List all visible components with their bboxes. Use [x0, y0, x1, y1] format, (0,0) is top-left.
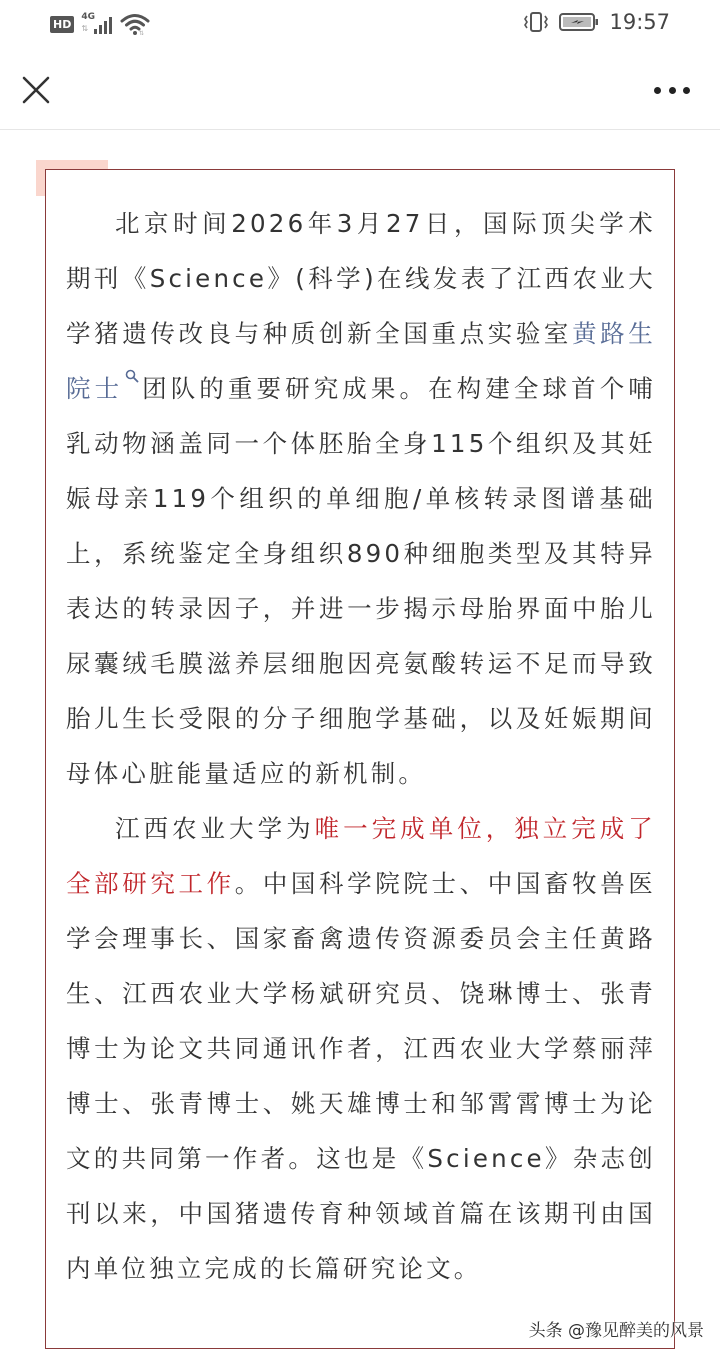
status-right [523, 10, 670, 34]
more-dot [669, 87, 676, 94]
status-left [50, 12, 150, 36]
watermark: 头条 @豫见醉美的风景 [528, 1321, 704, 1341]
highlighted-text: 唯一完成单位，独立完成了全部研究工作 [66, 814, 656, 898]
hd-icon: HD [50, 16, 74, 33]
text-segment: 北京时间2026年3月27日，国际顶尖学术期刊《Science》(科学)在线发表了江西农业大学猪遗传改良与种质创新全国重点实验室 [66, 209, 656, 348]
battery-charging-icon [559, 12, 599, 32]
more-dot [654, 87, 661, 94]
search-icon[interactable] [125, 369, 139, 383]
article-body [66, 196, 656, 1296]
vibrate-icon [523, 10, 549, 34]
network-type-label: 4G [81, 12, 95, 22]
status-bar [0, 0, 720, 50]
close-icon[interactable] [18, 72, 54, 108]
paragraph-1 [66, 196, 656, 801]
paragraph-2 [66, 801, 656, 1296]
clock: 19:57 [609, 10, 670, 34]
signal-4g-icon [80, 12, 114, 36]
text-segment: 江西农业大学为 [115, 814, 315, 843]
svg-text:⇅: ⇅ [139, 30, 145, 36]
nav-bar [0, 50, 720, 130]
more-options-button[interactable] [654, 82, 690, 98]
more-dot [683, 87, 690, 94]
person-link-huang-lusheng[interactable]: 黄路生院士 [66, 319, 656, 403]
data-arrows-icon: ⇅ [81, 24, 89, 33]
text-segment: 团队的重要研究成果。在构建全球首个哺乳动物涵盖同一个体胚胎全身115个组织及其妊娠母亲119个组织的单细胞/单核转录图谱基础上，系统鉴定全身组织890种细胞类型及其特异表达的转录因子，并进一步揭示母胎界面中胎儿尿囊绒毛膜滋养层细胞因亮氨酸转运不足而导致胎儿生长受限的分子细胞学基础，以及妊娠期间母体心脏能量适应的新机制。 [66, 374, 656, 788]
text-segment: 。中国科学院院士、中国畜牧兽医学会理事长、国家畜禽遗传资源委员会主任黄路生、江西农业大学杨斌研究员、饶琳博士、张青博士为论文共同通讯作者，江西农业大学蔡丽萍博士、张青博士、姚天雄博士和邹霄霄博士为论文的共同第一作者。这也是《Science》杂志创刊以来，中国猪遗传育种领域首篇在该期刊由国内单位独立完成的长篇研究论文。 [66, 869, 657, 1283]
wifi-icon [120, 12, 150, 36]
signal-bars-icon [94, 17, 112, 34]
article-box [45, 169, 675, 1349]
